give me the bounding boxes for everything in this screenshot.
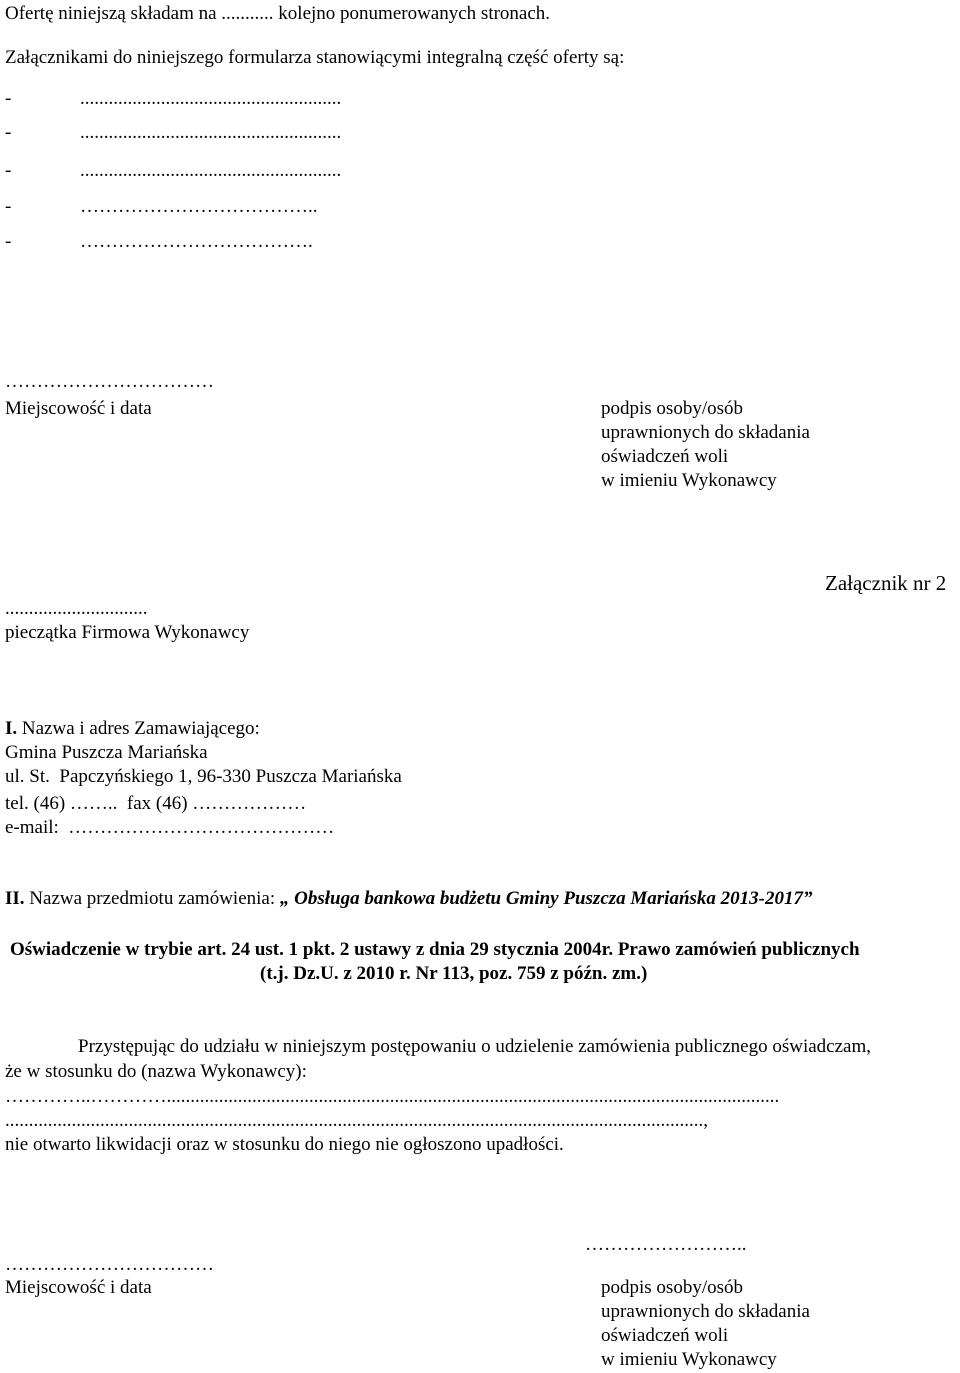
signature-caption: oświadczeń woli bbox=[601, 1325, 729, 1346]
signature-caption: uprawnionych do składania bbox=[601, 422, 810, 443]
attachment-dots-5: ………………………………. bbox=[80, 231, 313, 252]
date-dots: …………………………… bbox=[5, 1254, 214, 1275]
attachment-dots-3: ....................................................... bbox=[80, 160, 342, 181]
attachment-dash: - bbox=[5, 196, 12, 217]
signature-caption: oświadczeń woli bbox=[601, 446, 729, 467]
place-date-label: Miejscowość i data bbox=[5, 1277, 152, 1298]
signature-caption: w imieniu Wykonawcy bbox=[601, 470, 777, 491]
stamp-label: pieczątka Firmowa Wykonawcy bbox=[5, 622, 250, 643]
attachment-item-3 bbox=[5, 160, 11, 183]
signature-caption: podpis osoby/osób bbox=[601, 398, 743, 419]
section-1-heading: I. Nazwa i adres Zamawiającego: bbox=[5, 718, 260, 739]
offer-pages-line: Ofertę niniejszą składam na ........... kolejno ponumerowanych stronach. bbox=[5, 3, 551, 24]
attachment-item-1 bbox=[5, 88, 11, 111]
contracting-authority-address: ul. St. Papczyńskiego 1, 96-330 Puszcza Mariańska bbox=[5, 766, 402, 787]
contractor-name-dots-2: ..................................................................................................................................................., bbox=[5, 1110, 708, 1131]
statement-body-line-1: Przystępując do udziału w niniejszym postępowaniu o udzielenie zamówienia publicznego oświadczam, bbox=[78, 1036, 872, 1057]
contracting-authority-name: Gmina Puszcza Mariańska bbox=[5, 742, 208, 763]
order-subject: „ Obsługa bankowa budżetu Gminy Puszcza Mariańska 2013-2017” bbox=[279, 888, 813, 909]
statement-title-line-1: Oświadczenie w trybie art. 24 ust. 1 pkt. 2 ustawy z dnia 29 stycznia 2004r. Prawo zamówień publicznych bbox=[10, 939, 860, 960]
attachment-dots-4: ……………………………….. bbox=[80, 196, 318, 217]
section-2-heading: II. Nazwa przedmiotu zamówienia: „ Obsługa bankowa budżetu Gminy Puszcza Mariańska 2013-2017” bbox=[5, 888, 813, 909]
section-number: II. bbox=[5, 888, 25, 909]
attachment-item-5 bbox=[5, 231, 11, 254]
attachment-dots-1: ....................................................... bbox=[80, 88, 342, 109]
attachment-dash: - bbox=[5, 122, 12, 143]
signature-caption: uprawnionych do składania bbox=[601, 1301, 810, 1322]
attachment-dash: - bbox=[5, 160, 12, 181]
stamp-dots: .............................. bbox=[5, 598, 148, 619]
annex-title: Załącznik nr 2 bbox=[825, 571, 947, 595]
section-number: I. bbox=[5, 718, 18, 739]
signature-caption: w imieniu Wykonawcy bbox=[601, 1349, 777, 1370]
attachment-dots-2: ....................................................... bbox=[80, 122, 342, 143]
attachment-item-4 bbox=[5, 196, 11, 219]
contractor-name-dots-1: …………..…………................................................................................................................................. bbox=[5, 1086, 780, 1107]
contracting-authority-phone-fax: tel. (46) …….. fax (46) ……………… bbox=[5, 793, 307, 814]
attachment-item-2 bbox=[5, 122, 11, 145]
attachment-dash: - bbox=[5, 231, 12, 252]
statement-body-line-2: że w stosunku do (nazwa Wykonawcy): bbox=[5, 1061, 307, 1082]
place-date-label: Miejscowość i data bbox=[5, 398, 152, 419]
signature-dots: …………………….. bbox=[585, 1234, 747, 1255]
attachment-dash: - bbox=[5, 88, 12, 109]
signature-caption: podpis osoby/osób bbox=[601, 1277, 743, 1298]
statement-title-line-2: (t.j. Dz.U. z 2010 r. Nr 113, poz. 759 z późn. zm.) bbox=[260, 963, 648, 984]
date-dots: …………………………… bbox=[5, 371, 214, 392]
contracting-authority-email: e-mail: …………………………………… bbox=[5, 817, 335, 838]
statement-body-line-3: nie otwarto likwidacji oraz w stosunku do niego nie ogłoszono upadłości. bbox=[5, 1134, 564, 1155]
attachments-intro: Załącznikami do niniejszego formularza stanowiącymi integralną część oferty są: bbox=[5, 47, 625, 68]
